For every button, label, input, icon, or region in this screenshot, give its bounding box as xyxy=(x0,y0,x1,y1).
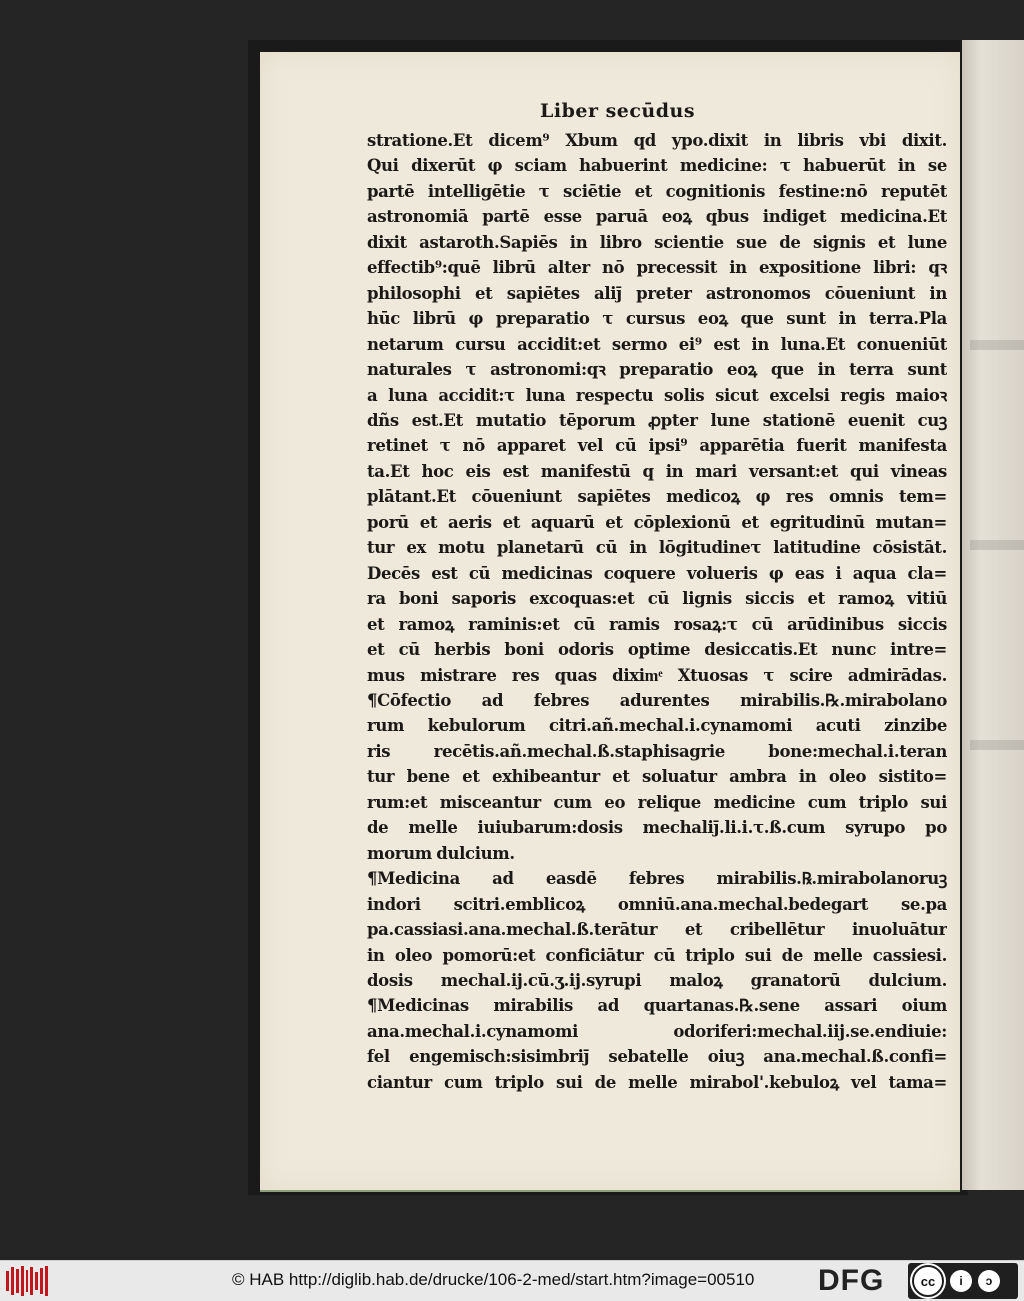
text-line: rum kebulorum citri.añ.mechal.i.cynamomi acuti zinzibe xyxy=(367,716,947,736)
copyright-link[interactable]: © HAB http://diglib.hab.de/drucke/106-2-med/start.htm?image=00510 xyxy=(232,1270,755,1289)
text-line: dixit astaroth.Sapiēs in libro scientie sue de signis et lune xyxy=(367,232,947,252)
running-head: Liber secūdus xyxy=(540,100,696,122)
text-line: et ramoꝝ raminis:et cū ramis rosaꝝ:τ cū arūdinibus siccis xyxy=(367,614,947,634)
text-line: tur ex motu planetarū cū in lōgitudineτ latitudine cōsistāt. xyxy=(367,538,947,558)
text-line: porū et aeris et aquarū et cōplexionū et egritudinū mutan= xyxy=(367,512,947,532)
text-line: de melle iuiubarum:dosis mechaliȷ̄.li.i.τ.ß.cum syrupo po xyxy=(367,818,947,838)
text-line: astronomiā partē esse paruā eoꝝ qbus indiget medicina.Et xyxy=(367,207,947,227)
text-line: ¶Cōfectio ad febres adurentes mirabilis.℞.mirabolano xyxy=(367,690,947,710)
text-line: ris recētis.añ.mechal.ß.staphisagrie bone:mechal.i.teran xyxy=(367,741,947,761)
cc-icon: cc xyxy=(912,1265,944,1297)
text-line: in oleo pomorū:et conficiātur cū triplo sui de melle cassiesi. xyxy=(367,945,947,965)
text-line: a luna accidit:τ luna respectu solis sicut excelsi regis maioꝛ xyxy=(367,385,947,405)
text-line: morum dulcium. xyxy=(367,843,515,863)
text-line: mus mistrare res quas diximͤ Xtuosas τ scire admirādas. xyxy=(367,665,947,685)
cc-license-badge[interactable] xyxy=(908,1263,1018,1299)
footer-bar xyxy=(0,1260,1024,1301)
text-line: pa.cassiasi.ana.mechal.ß.terātur et cribellētur inuoluātur xyxy=(367,920,947,940)
facing-page-bleed xyxy=(970,540,1024,550)
text-line: retinet τ nō apparet vel cū ipsi⁹ apparētia fuerit manifesta xyxy=(367,436,947,456)
hab-logo-icon[interactable] xyxy=(6,1265,48,1297)
text-line: partē intelligētie τ sciētie et cognitionis festine:nō reputēt xyxy=(367,181,947,201)
text-line: hūc librū φ preparatio τ cursus eoꝝ que sunt in terra.Pla xyxy=(367,309,947,329)
text-line: ta.Et hoc eis est manifestū q in mari versant:et qui vineas xyxy=(367,461,947,481)
text-line: netarum cursu accidit:et sermo ei⁹ est in luna.Et conueniūt xyxy=(367,334,947,354)
text-line: tur bene et exhibeantur et soluatur ambra in oleo sistito= xyxy=(367,767,947,787)
text-line: ciantur cum triplo sui de melle mirabol'.kebuloꝝ vel tama= xyxy=(367,1072,947,1092)
text-line: ana.mechal.i.cynamomi odoriferi:mechal.iij.se.endiuie: xyxy=(367,1021,947,1041)
text-line: rum:et misceantur cum eo relique medicine cum triplo sui xyxy=(367,792,947,812)
text-line: stratione.Et dicem⁹ Xbum qd ypo.dixit in libris vbi dixit. xyxy=(367,131,947,150)
facing-page-bleed xyxy=(970,340,1024,350)
text-line: dñs est.Et mutatio tēporum ꝓpter lune stationē euenit cuꝫ xyxy=(367,410,947,430)
text-line: et cū herbis boni odoris optime desiccatis.Et nunc intre= xyxy=(367,640,947,660)
attribution-icon: i xyxy=(950,1270,972,1292)
text-line: indori scitri.emblicoꝝ omniū.ana.mechal.bedegart se.pa xyxy=(367,894,947,914)
text-line: fel engemisch:sisimbriȷ̄ sebatelle oiuꝫ ana.mechal.ß.confi= xyxy=(367,1047,947,1067)
facing-page-edge xyxy=(962,40,1024,1190)
text-line: ra boni saporis excoquas:et cū lignis siccis et ramoꝝ vitiū xyxy=(367,589,947,609)
text-line: dosis mechal.ij.cū.ʒ.ij.syrupi maloꝝ granatorū dulcium. xyxy=(367,970,947,990)
text-block xyxy=(367,128,947,1095)
text-line: effectib⁹:quē librū alter nō precessit in expositione libri: qꝛ xyxy=(367,258,947,278)
dfg-logo[interactable]: DFG xyxy=(818,1264,885,1297)
text-line: plātant.Et cōueniunt sapiētes medicoꝝ φ res omnis tem= xyxy=(367,487,947,507)
text-line: philosophi et sapiētes aliȷ̄ preter astronomos cōueniunt in xyxy=(367,283,947,303)
text-line: Decēs est cū medicinas coquere volueris φ eas i aqua cla= xyxy=(367,563,947,583)
text-line: ¶Medicina ad easdē febres mirabilis.℞.mirabolanoruꝫ xyxy=(367,869,947,889)
text-line: naturales τ astronomi:qꝛ preparatio eoꝝ que in terra sunt xyxy=(367,360,947,380)
facing-page-bleed xyxy=(970,740,1024,750)
text-line: ¶Medicinas mirabilis ad quartanas.℞.sene assari oium xyxy=(367,996,947,1016)
text-line: Qui dixerūt φ sciam habuerint medicine: τ habuerūt in se xyxy=(367,156,947,176)
share-alike-icon: ↄ xyxy=(978,1270,1000,1292)
